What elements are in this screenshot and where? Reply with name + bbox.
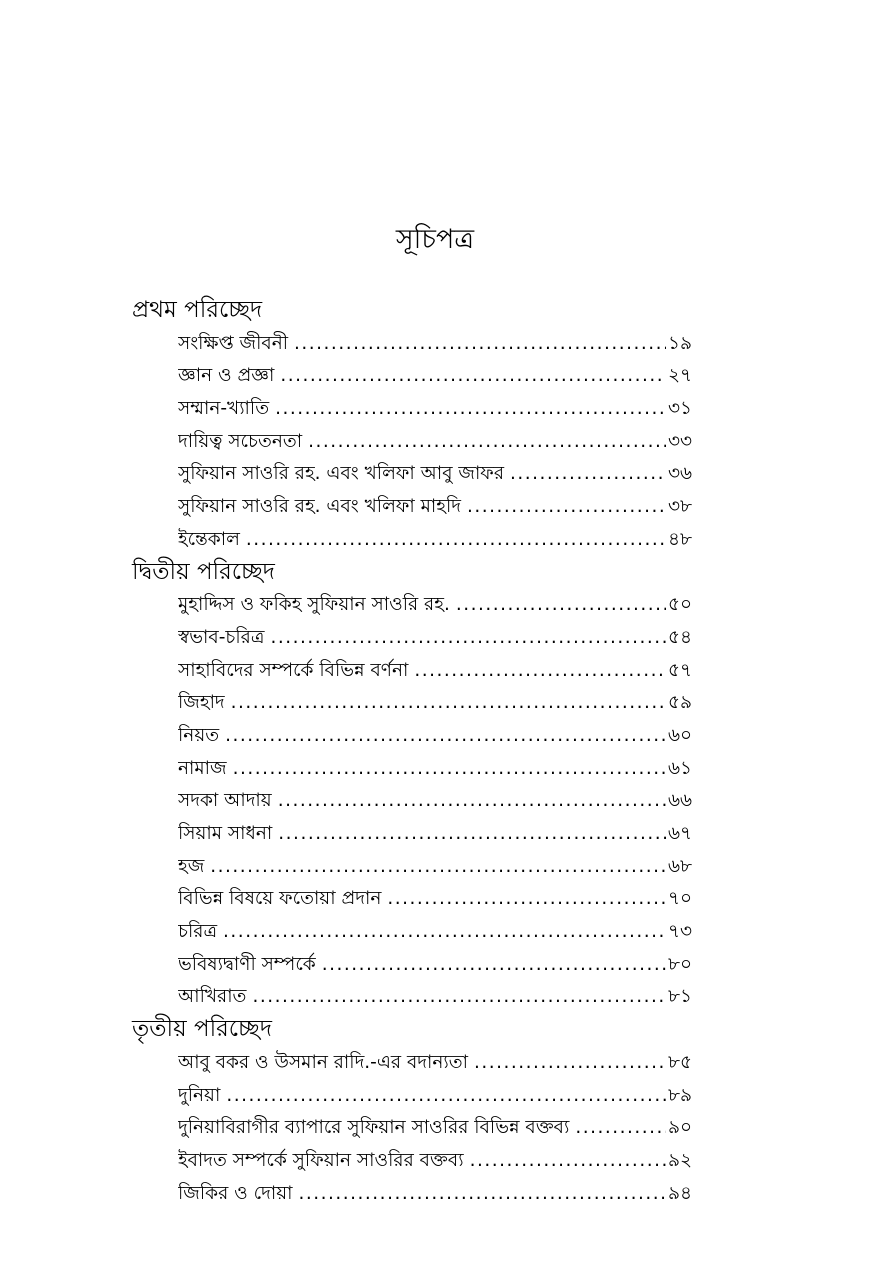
entry-page-number: ৬৭ — [667, 823, 692, 844]
entry-page-number: ৮৯ — [667, 1084, 692, 1106]
entry-title: হজ — [178, 855, 205, 877]
entry-title: আবু বকর ও উসমান রাদি.-এর বদান্যতা — [178, 1051, 469, 1073]
toc-entry[interactable] — [178, 785, 692, 818]
toc-entry[interactable] — [178, 1112, 692, 1145]
page-title: সূচিপত্র — [395, 224, 475, 255]
entry-page-number: ৮০ — [667, 953, 692, 975]
dot-leader — [233, 753, 666, 786]
toc-entry[interactable] — [178, 1145, 692, 1178]
entry-page-number: ৫৭ — [667, 659, 692, 681]
entry-page-number: ২৭ — [667, 365, 692, 387]
table-of-contents — [132, 295, 692, 1210]
toc-entry[interactable] — [178, 491, 692, 524]
entry-title: জিকির ও দোয়া — [178, 1182, 293, 1204]
toc-entry[interactable] — [178, 426, 692, 459]
entry-title: ইবাদত সম্পর্কে সুফিয়ান সাওরির বক্তব্য — [178, 1149, 464, 1171]
toc-entry[interactable] — [178, 720, 692, 753]
entry-title: ভবিষ্যদ্বাণী সম্পর্কে — [178, 953, 316, 975]
dot-leader — [252, 981, 666, 1014]
toc-entry[interactable] — [178, 1047, 692, 1080]
dot-leader — [278, 785, 666, 818]
entry-page-number: ১৯ — [667, 332, 692, 354]
entry-title: ইন্তেকাল — [178, 528, 240, 550]
entry-title: নিয়ত — [178, 724, 220, 746]
entry-page-number: ৭৩ — [667, 921, 692, 943]
dot-leader — [575, 1112, 666, 1145]
toc-entry[interactable] — [178, 458, 692, 491]
entry-page-number: ৩৩ — [667, 430, 692, 452]
dot-leader — [510, 458, 666, 491]
toc-entry[interactable] — [178, 981, 692, 1014]
dot-leader — [225, 720, 666, 753]
entry-page-number: ৩৬ — [667, 463, 692, 485]
entry-page-number: ৬০ — [667, 724, 692, 746]
entry-title: আখিরাত — [178, 986, 247, 1008]
chapter-heading: তৃতীয় পরিচ্ছেদ — [132, 1016, 272, 1043]
dot-leader — [278, 818, 666, 851]
entry-page-number: ৬৬ — [667, 790, 692, 812]
toc-entry[interactable] — [178, 818, 692, 851]
entry-title: দুনিয়া — [178, 1084, 221, 1106]
dot-leader — [231, 687, 666, 720]
entry-title: বিভিন্ন বিষয়ে ফতোয়া প্রদান — [178, 888, 382, 910]
dot-leader — [308, 426, 666, 459]
dot-leader — [280, 360, 666, 393]
entry-title: সুফিয়ান সাওরি রহ. এবং খলিফা আবু জাফর — [178, 463, 505, 485]
entry-page-number: ৭০ — [667, 888, 692, 910]
dot-leader — [467, 491, 666, 524]
dot-leader — [470, 1145, 666, 1178]
toc-entry[interactable] — [178, 360, 692, 393]
dot-leader — [456, 589, 666, 622]
toc-entry[interactable] — [178, 589, 692, 622]
entry-title: সদকা আদায় — [178, 790, 272, 812]
entry-page-number: ৯২ — [667, 1149, 692, 1171]
toc-entry[interactable] — [178, 687, 692, 720]
entry-page-number: ৬১ — [667, 757, 692, 779]
dot-leader — [414, 655, 666, 688]
entry-title: সংক্ষিপ্ত জীবনী — [178, 332, 289, 354]
toc-entry[interactable] — [178, 753, 692, 786]
toc-entry[interactable] — [178, 949, 692, 982]
dot-leader — [322, 949, 666, 982]
toc-entry[interactable] — [178, 622, 692, 655]
entry-title: মুহাদ্দিস ও ফকিহ সুফিয়ান সাওরি রহ. — [178, 594, 450, 616]
dot-leader — [294, 328, 666, 361]
toc-entry[interactable] — [178, 328, 692, 361]
dot-leader — [387, 883, 666, 916]
entry-page-number: ৩৮ — [667, 496, 692, 518]
dot-leader — [270, 622, 666, 655]
entry-title: চরিত্র — [178, 921, 218, 943]
entry-title: সাহাবিদের সম্পর্কে বিভিন্ন বর্ণনা — [178, 659, 409, 681]
dot-leader — [246, 524, 666, 557]
entry-title: সুফিয়ান সাওরি রহ. এবং খলিফা মাহদি — [178, 496, 462, 518]
chapter-heading: দ্বিতীয় পরিচ্ছেদ — [132, 558, 275, 585]
entry-page-number: ৯৪ — [667, 1182, 692, 1204]
dot-leader — [223, 916, 666, 949]
toc-entry[interactable] — [178, 916, 692, 949]
entry-page-number: ৫০ — [667, 594, 692, 616]
entry-title: দুনিয়াবিরাগীর ব্যাপারে সুফিয়ান সাওরির বিভিন্ন বক্তব্য — [178, 1117, 570, 1139]
toc-entry[interactable] — [178, 851, 692, 884]
toc-entry[interactable] — [178, 393, 692, 426]
toc-entry[interactable] — [178, 524, 692, 557]
dot-leader — [210, 851, 666, 884]
entry-page-number: ৫৯ — [667, 692, 692, 714]
toc-entry[interactable] — [178, 883, 692, 916]
chapter-heading: প্রথম পরিচ্ছেদ — [132, 297, 263, 323]
toc-entry[interactable] — [178, 655, 692, 688]
entry-page-number: ৮৫ — [667, 1051, 692, 1073]
dot-leader — [275, 393, 666, 426]
entry-page-number: ৫৪ — [667, 626, 692, 648]
dot-leader — [226, 1080, 666, 1113]
entry-title: দায়িত্ব সচেতনতা — [178, 430, 303, 452]
entry-title: নামাজ — [178, 757, 227, 779]
entry-title: জিহাদ — [178, 692, 225, 714]
entry-page-number: ৮১ — [667, 986, 692, 1008]
entry-title: সম্মান-খ্যাতি — [178, 398, 270, 420]
dot-leader — [474, 1047, 666, 1080]
toc-entry[interactable] — [178, 1080, 692, 1113]
entry-page-number: ৯০ — [667, 1117, 692, 1139]
toc-entry[interactable] — [178, 1178, 692, 1211]
dot-leader — [299, 1178, 666, 1211]
entry-title: সিয়াম সাধনা — [178, 823, 273, 844]
entry-page-number: ৪৮ — [667, 528, 692, 550]
entry-page-number: ৬৮ — [667, 855, 692, 877]
entry-title: জ্ঞান ও প্রজ্ঞা — [178, 365, 275, 387]
entry-title: স্বভাব-চরিত্র — [178, 626, 265, 648]
entry-page-number: ৩১ — [667, 398, 692, 420]
